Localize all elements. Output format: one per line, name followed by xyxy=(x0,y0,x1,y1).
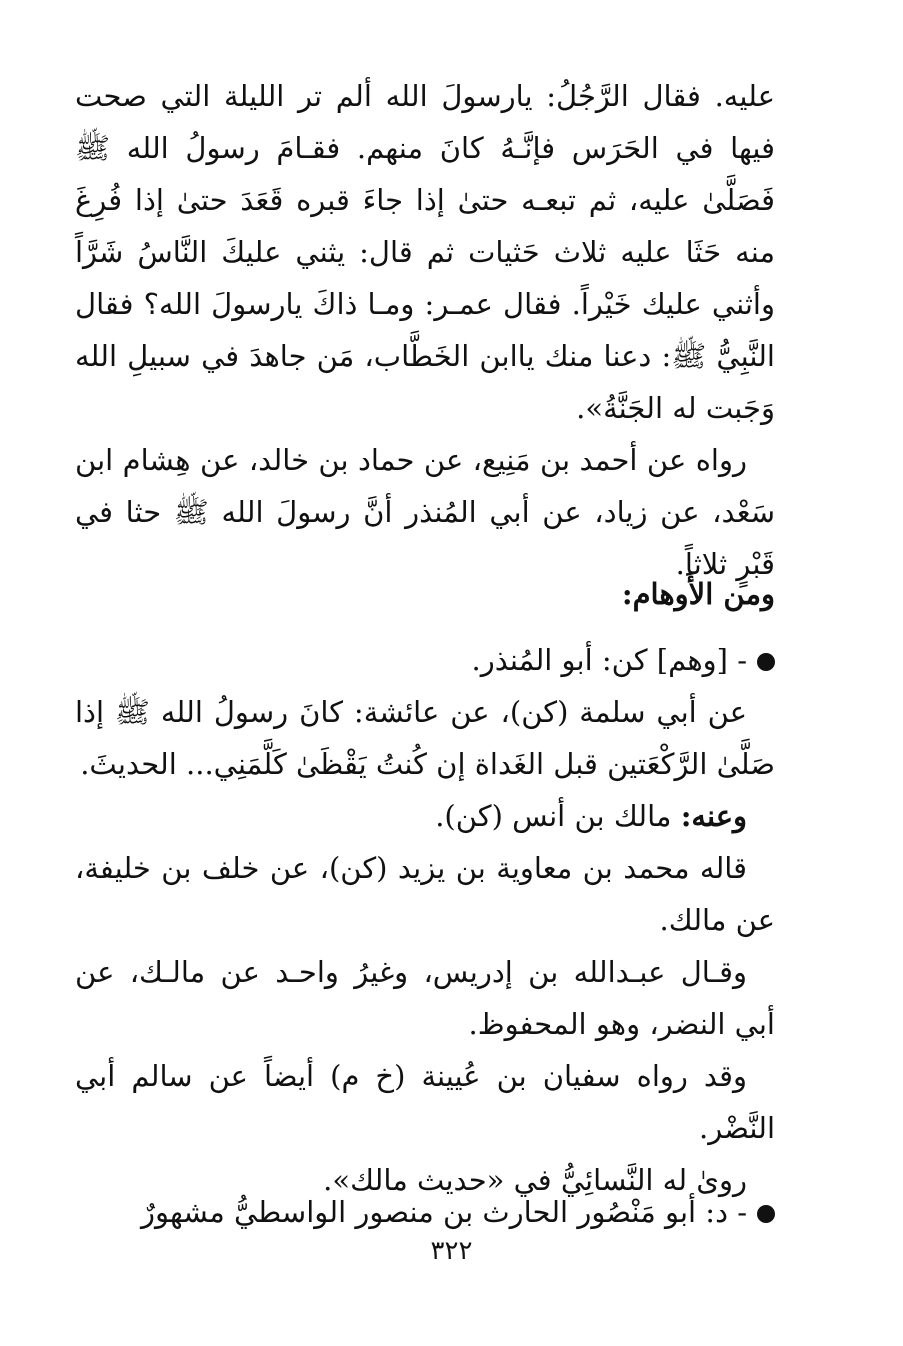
paragraph: وقـال عبـدالله بن إدريس، وغيرُ واحـد عن مالـك، عن أبي النضر، وهو المحفوظ. xyxy=(75,955,775,1041)
paragraph xyxy=(75,790,775,842)
entry-text: - د: أبو مَنْصُور الحارث بن منصور الواسطيُّ مشهورٌ xyxy=(140,1195,747,1229)
next-entry xyxy=(75,1186,775,1238)
paragraph-text: مالك بن أنس (كن). xyxy=(435,799,681,833)
paragraph: عليه. فقال الرَّجُلُ: يارسولَ الله ألم تر الليلة التي صحت فيها في الحَرَس فإنَّـهُ كانَ منهم. فقـامَ رسولُ الله ﷺ فَصَلَّىٰ عليه، ثم تبعـه حتىٰ إذا جاءَ قبره قَعَدَ حتىٰ إذا فُرِغَ منه حَثَا عليه ثلاث حَثيات ثم قال: يثني عليكَ النَّاسُ شَرَّاً وأثني عليك خَيْراً. فقال عمـر: ومـا ذاكَ يارسولَ الله؟ فقال النَّبِيُّ ﷺ: دعنا منك ياابن الخَطَّاب، مَن جاهدَ في سبيلِ الله وَجَبت له الجَنَّةُ». xyxy=(75,79,775,425)
section-heading: ومن الأَوهام: xyxy=(621,577,775,611)
paragraph: عن أبي سلمة (كن)، عن عائشة: كانَ رسولُ الله ﷺ إذا صَلَّىٰ الرَّكْعَتين قبل الغَداة إن كُنتُ يَقْظَىٰ كَلَّمَنِي... الحديثَ. xyxy=(75,695,775,781)
main-text-block xyxy=(75,70,775,590)
entry-line xyxy=(75,1186,775,1238)
page-number: ٣٢٢ xyxy=(430,1236,473,1266)
entry-line xyxy=(75,634,775,686)
entry-text: - [وهم] كن: أبو المُنذر. xyxy=(471,643,747,677)
paragraph: روىٰ له النَّسائِيُّ في «حديث مالك». xyxy=(323,1163,747,1197)
paragraph: وقد رواه سفيان بن عُيينة (خ م) أيضاً عن سالم أبي النَّضْر. xyxy=(75,1059,775,1145)
paragraph-label: وعنه: xyxy=(680,799,747,833)
paragraph: قاله محمد بن معاوية بن يزيد (كن)، عن خلف بن خليفة، عن مالك. xyxy=(75,851,775,937)
bullet-icon xyxy=(757,1205,775,1223)
bullet-icon xyxy=(757,653,775,671)
delusions-section xyxy=(75,568,775,1206)
paragraph: رواه عن أحمد بن مَنِيع، عن حماد بن خالد، عن هِشام ابن سَعْد، عن زياد، عن أبي المُنذر أنَّ رسولَ الله ﷺ حثا في قَبْرٍ ثلاثاً. xyxy=(75,443,775,581)
